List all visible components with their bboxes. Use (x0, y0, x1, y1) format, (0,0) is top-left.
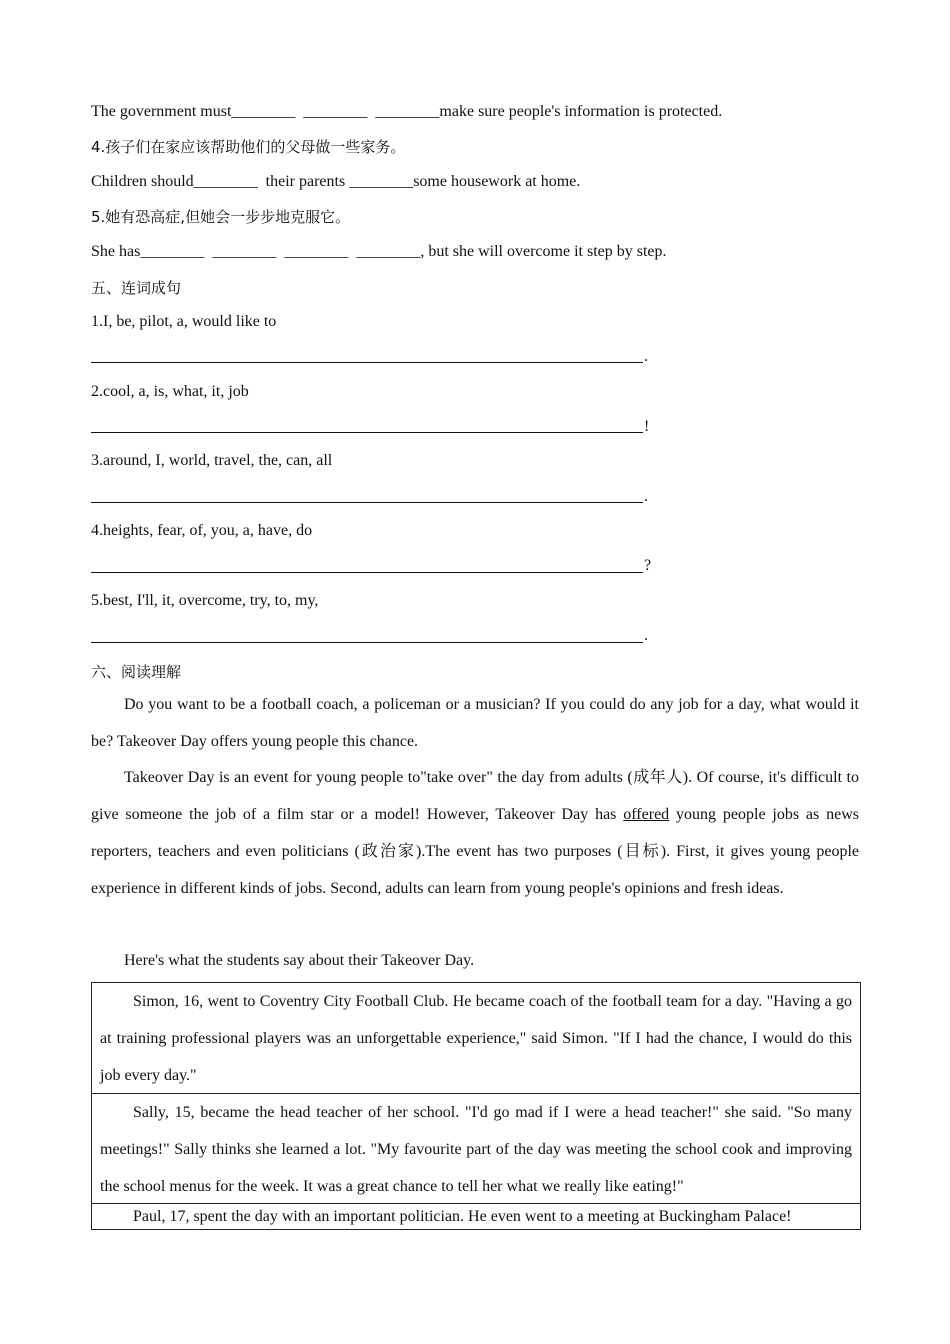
fill-in-sentence-5-en: She has________ ________ ________ ________, but she will overcome it step by step. (91, 243, 667, 260)
reorder-prompt-5: 5.best, I'll, it, overcome, try, to, my, (91, 592, 319, 609)
answer-end-punct-5: . (644, 627, 648, 644)
reorder-prompt-4: 4.heights, fear, of, you, a, have, do (91, 522, 313, 539)
table-row-paul: Paul, 17, spent the day with an important politician. He even went to a meeting at Buckingham Palace! (92, 1203, 860, 1229)
fill-in-sentence-3-en: The government must________ ________ ________make sure people's information is protected. (91, 103, 723, 120)
reading-paragraph-2: Takeover Day is an event for young people to"take over" the day from adults (成年人). Of course, it's difficult to give someone the job of a film star or a model! However, Takeover Day has offered young people jobs as news reporters, teachers and even politicians (政治家).The event has two purposes (目标). First, it gives young people experience in different kinds of jobs. Second, adults can learn from young people's opinions and fresh ideas. (91, 769, 860, 897)
student-quotes-table (91, 982, 861, 1230)
section-6-title: 六、阅读理解 (91, 663, 182, 681)
reorder-prompt-3: 3.around, I, world, travel, the, can, all (91, 452, 333, 469)
underlined-word: offered (623, 806, 670, 823)
table-row-sally: Sally, 15, became the head teacher of her school. "I'd go mad if I were a head teacher!" she said. "So many meetings!" Sally thinks she learned a lot. "My favourite part of the day was meeting the school cook and improving the school menus for the week. It was a great chance to tell her what we really like eating!" (92, 1093, 860, 1203)
answer-end-punct-1: . (644, 348, 648, 365)
section-5-title: 五、连词成句 (91, 279, 182, 297)
answer-line-2[interactable] (91, 432, 643, 433)
answer-line-5[interactable] (91, 642, 643, 643)
reorder-prompt-2: 2.cool, a, is, what, it, job (91, 383, 249, 400)
fill-in-sentence-4-cn: 4.孩子们在家应该帮助他们的父母做一些家务。 (91, 138, 406, 156)
reading-paragraph-1: Do you want to be a football coach, a policeman or a musician? If you could do any job for a day, what would it be? Takeover Day offers young people this chance. (91, 696, 859, 750)
fill-in-sentence-5-cn: 5.她有恐高症,但她会一步步地克服它。 (91, 208, 351, 226)
reading-paragraph-3: Here's what the students say about their Takeover Day. (124, 952, 475, 969)
answer-line-4[interactable] (91, 572, 643, 573)
answer-end-punct-3: . (644, 488, 648, 505)
answer-line-3[interactable] (91, 502, 643, 503)
fill-in-sentence-4-en: Children should________ their parents ________some housework at home. (91, 173, 581, 190)
table-row-simon: Simon, 16, went to Coventry City Football Club. He became coach of the football team for a day. "Having a go at training professional players was an unforgettable experience," said Simon. "If I had the chance, I would do this job every day." (100, 993, 852, 1084)
reorder-prompt-1: 1.I, be, pilot, a, would like to (91, 313, 277, 330)
answer-line-1[interactable] (91, 362, 643, 363)
answer-end-punct-2: ! (644, 418, 650, 435)
answer-end-punct-4: ? (644, 557, 652, 574)
